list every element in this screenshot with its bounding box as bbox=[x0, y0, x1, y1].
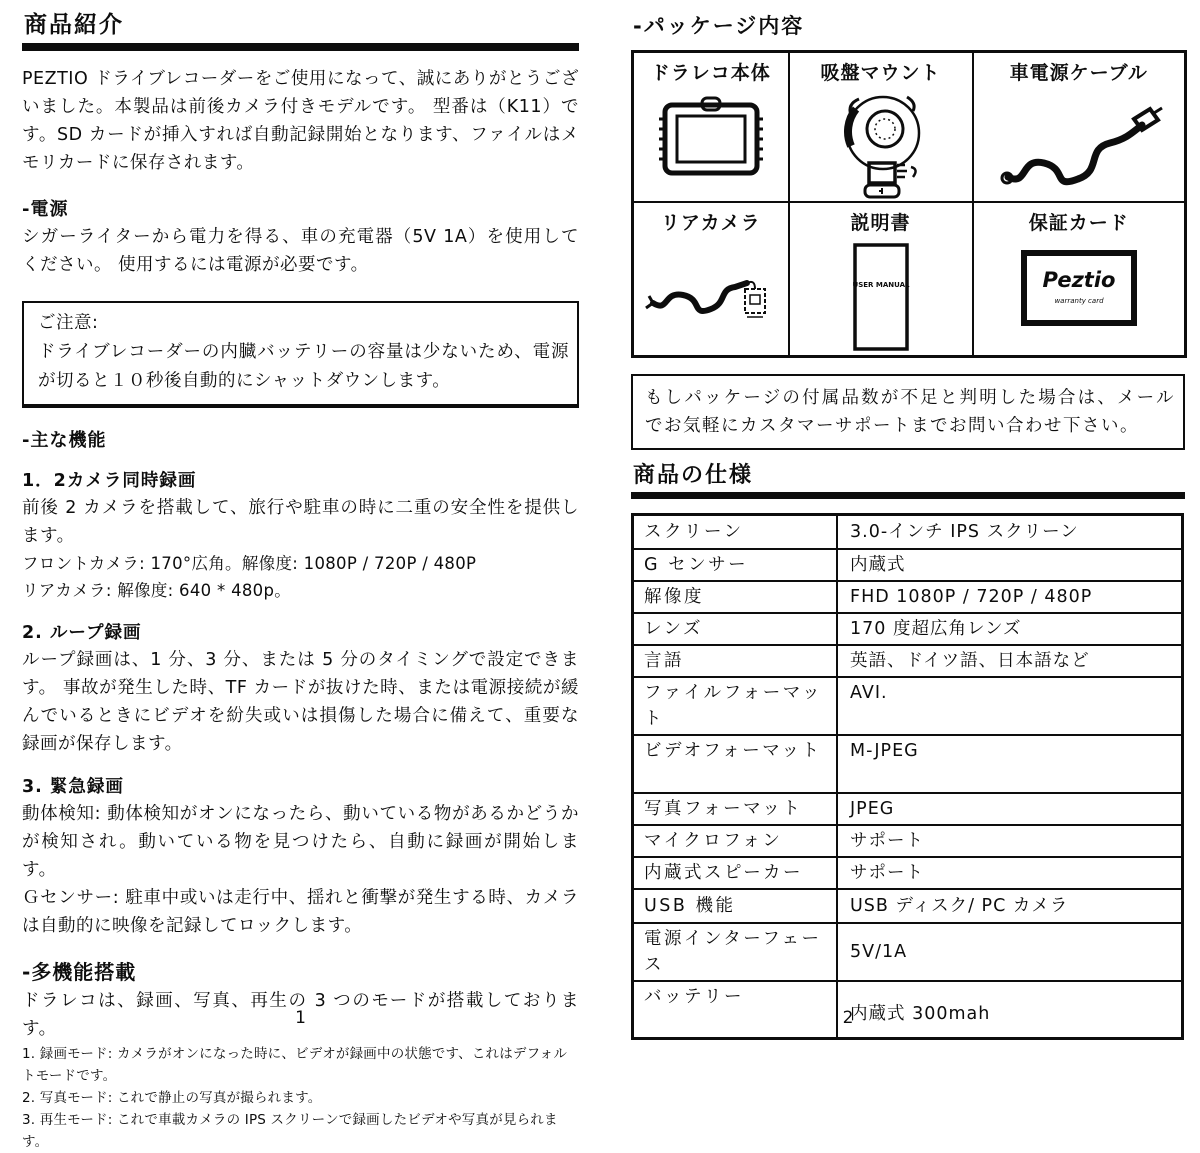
spec-label: 内蔵式スピーカー bbox=[633, 857, 838, 889]
spec-label: ビデオフォーマット bbox=[633, 735, 838, 793]
spec-row-language bbox=[633, 645, 1183, 677]
spec-label: USB 機能 bbox=[633, 889, 838, 923]
spec-label: 電源インターフェース bbox=[633, 923, 838, 981]
spec-value: 170 度超広角レンズ bbox=[837, 613, 1183, 645]
package-cell-rear-camera bbox=[633, 202, 789, 357]
rear-camera-icon bbox=[641, 241, 781, 331]
feature1-text: 前後 2 カメラを搭載して、旅行や駐車の時に二重の安全性を提供します。 bbox=[22, 498, 579, 546]
spec-row-power-interface bbox=[633, 923, 1183, 981]
power-cable-icon bbox=[994, 91, 1164, 191]
package-contents-table bbox=[631, 50, 1187, 358]
page-2 bbox=[631, 0, 1185, 1053]
spec-label: スクリーン bbox=[633, 515, 838, 549]
dashcam-icon bbox=[652, 91, 770, 187]
package-item-label: 保証カード bbox=[1028, 212, 1129, 234]
spec-row-video-format bbox=[633, 735, 1183, 793]
page-1 bbox=[22, 0, 579, 1150]
spec-label: G センサー bbox=[633, 549, 838, 581]
package-cell-suction-mount bbox=[789, 52, 973, 203]
support-note-box: もしパッケージの付属品数が不足と判明した場合は、メールでお気軽にカスタマーサポートまでお問い合わせ下さい。 bbox=[631, 374, 1185, 450]
spec-row-file-format bbox=[633, 677, 1183, 735]
package-cell-power-cable bbox=[973, 52, 1186, 203]
package-item-label: ドラレコ本体 bbox=[650, 62, 771, 84]
spec-value: 5V/1A bbox=[837, 923, 1183, 981]
notice-title: ご注意: bbox=[38, 313, 99, 333]
spec-row-speaker bbox=[633, 857, 1183, 889]
manual-cover-text: USER MANUAL bbox=[852, 281, 909, 289]
spec-label: 言語 bbox=[633, 645, 838, 677]
multi-function-heading: -多機能搭載 bbox=[22, 960, 137, 984]
spec-row-resolution bbox=[633, 581, 1183, 613]
spec-value: サポート bbox=[837, 825, 1183, 857]
features-heading: -主な機能 bbox=[22, 430, 107, 451]
spec-label: バッテリー bbox=[633, 981, 838, 1039]
spec-heading-rule bbox=[631, 492, 1185, 499]
feature1-rear-camera: リアカメラ: 解像度: 640 * 480p。 bbox=[22, 581, 292, 600]
spec-label: 解像度 bbox=[633, 581, 838, 613]
feature1-title: 1．2カメラ同時録画 bbox=[22, 471, 197, 491]
page1-title: 商品紹介 bbox=[24, 12, 124, 38]
spec-label: マイクロフォン bbox=[633, 825, 838, 857]
spec-label: ファイルフォーマット bbox=[633, 677, 838, 735]
multi-function-text: ドラレコは、録画、写真、再生の 3 つのモードが搭載しております。 bbox=[22, 991, 579, 1039]
warranty-card-icon bbox=[1004, 241, 1154, 337]
package-item-label: 吸盤マウント bbox=[820, 62, 941, 84]
spec-row-microphone bbox=[633, 825, 1183, 857]
spec-value: M-JPEG bbox=[837, 735, 1183, 793]
mode3-text: 3. 再生モード: これで車載カメラの IPS スクリーンで録画したビデオや写真が見られます。 bbox=[22, 1112, 558, 1150]
page2-number: 2 bbox=[842, 1008, 854, 1028]
suction-mount-icon bbox=[825, 91, 937, 199]
spec-value: 英語、ドイツ語、日本語など bbox=[837, 645, 1183, 677]
title-rule bbox=[22, 43, 579, 51]
package-cell-warranty-card bbox=[973, 202, 1186, 357]
spec-value: 内蔵式 bbox=[837, 549, 1183, 581]
manual-icon bbox=[821, 241, 941, 353]
feature2-title: 2. ループ録画 bbox=[22, 623, 142, 643]
spec-value: 内蔵式 300mah bbox=[837, 981, 1183, 1039]
warranty-brand-text: Peztio bbox=[1042, 268, 1116, 292]
feature3-text: 動体検知: 動体検知がオンになったら、動いている物があるかどうかが検知され。動いている物を見つけたら、自動に録画が開始します。 bbox=[22, 804, 579, 880]
package-cell-manual bbox=[789, 202, 973, 357]
package-contents-heading: -パッケージ内容 bbox=[633, 14, 805, 38]
power-paragraph: シガーライターから電力を得る、車の充電器（5V 1A）を使用してください。 使用するには電源が必要です。 bbox=[22, 227, 579, 275]
package-cell-dashcam bbox=[633, 52, 789, 203]
feature3-gsensor-text: Ｇセンサー: 駐車中或いは走行中、揺れと衝撃が発生する時、カメラは自動的に映像を記録してロックします。 bbox=[22, 888, 579, 936]
power-heading: -電源 bbox=[22, 199, 69, 220]
package-item-label: 車電源ケーブル bbox=[1009, 62, 1148, 84]
spec-row-lens bbox=[633, 613, 1183, 645]
spec-label: 写真フォーマット bbox=[633, 793, 838, 825]
intro-paragraph: PEZTIO ドライブレコーダーをご使用になって、誠にありがとうございました。本製品は前後カメラ付きモデルです。 型番は（K11）です。SD カードが挿入すれば自動記録開始となります、ファイルはメモリカードに保存されます。 bbox=[22, 69, 579, 173]
spec-table bbox=[631, 513, 1184, 1040]
package-row-2 bbox=[633, 202, 1186, 357]
feature1-front-camera: フロントカメラ: 170°広角。解像度: 1080P / 720P / 480P bbox=[22, 554, 477, 573]
spec-row-photo-format bbox=[633, 793, 1183, 825]
spec-value: 3.0-インチ IPS スクリーン bbox=[837, 515, 1183, 549]
spec-value: AVI. bbox=[837, 677, 1183, 735]
page1-number: 1 bbox=[295, 1008, 306, 1028]
spec-heading: 商品の仕様 bbox=[633, 463, 754, 488]
spec-label: レンズ bbox=[633, 613, 838, 645]
spec-row-screen bbox=[633, 515, 1183, 549]
package-row-1 bbox=[633, 52, 1186, 203]
spec-value: JPEG bbox=[837, 793, 1183, 825]
spec-row-gsensor bbox=[633, 549, 1183, 581]
notice-text: ドライブレコーダーの内臓バッテリーの容量は少ないため、電源が切ると１０秒後自動的にシャットダウンします。 bbox=[38, 342, 569, 391]
warranty-sub-text: warranty card bbox=[1054, 297, 1104, 305]
spec-value: USB ディスク/ PC カメラ bbox=[837, 889, 1183, 923]
mode2-text: 2. 写真モード: これで静止の写真が撮られます。 bbox=[22, 1090, 322, 1106]
mode1-text: 1. 録画モード: カメラがオンになった時に、ビデオが録画中の状態です、これはデフォルトモードです。 bbox=[22, 1046, 568, 1084]
feature3-title: 3. 緊急録画 bbox=[22, 777, 124, 797]
spec-value: FHD 1080P / 720P / 480P bbox=[837, 581, 1183, 613]
package-item-label: 説明書 bbox=[850, 212, 911, 234]
spec-row-usb bbox=[633, 889, 1183, 923]
feature2-text: ループ録画は、1 分、3 分、または 5 分のタイミングで設定できます。 事故が発生した時、TF カードが抜けた時、または電源接続が緩んでいるときにビデオを紛失或いは損傷した場合に備えて、重要な録画が保存します。 bbox=[22, 650, 579, 754]
spec-value: サポート bbox=[837, 857, 1183, 889]
notice-box bbox=[22, 301, 579, 408]
package-item-label: リアカメラ bbox=[660, 212, 761, 234]
